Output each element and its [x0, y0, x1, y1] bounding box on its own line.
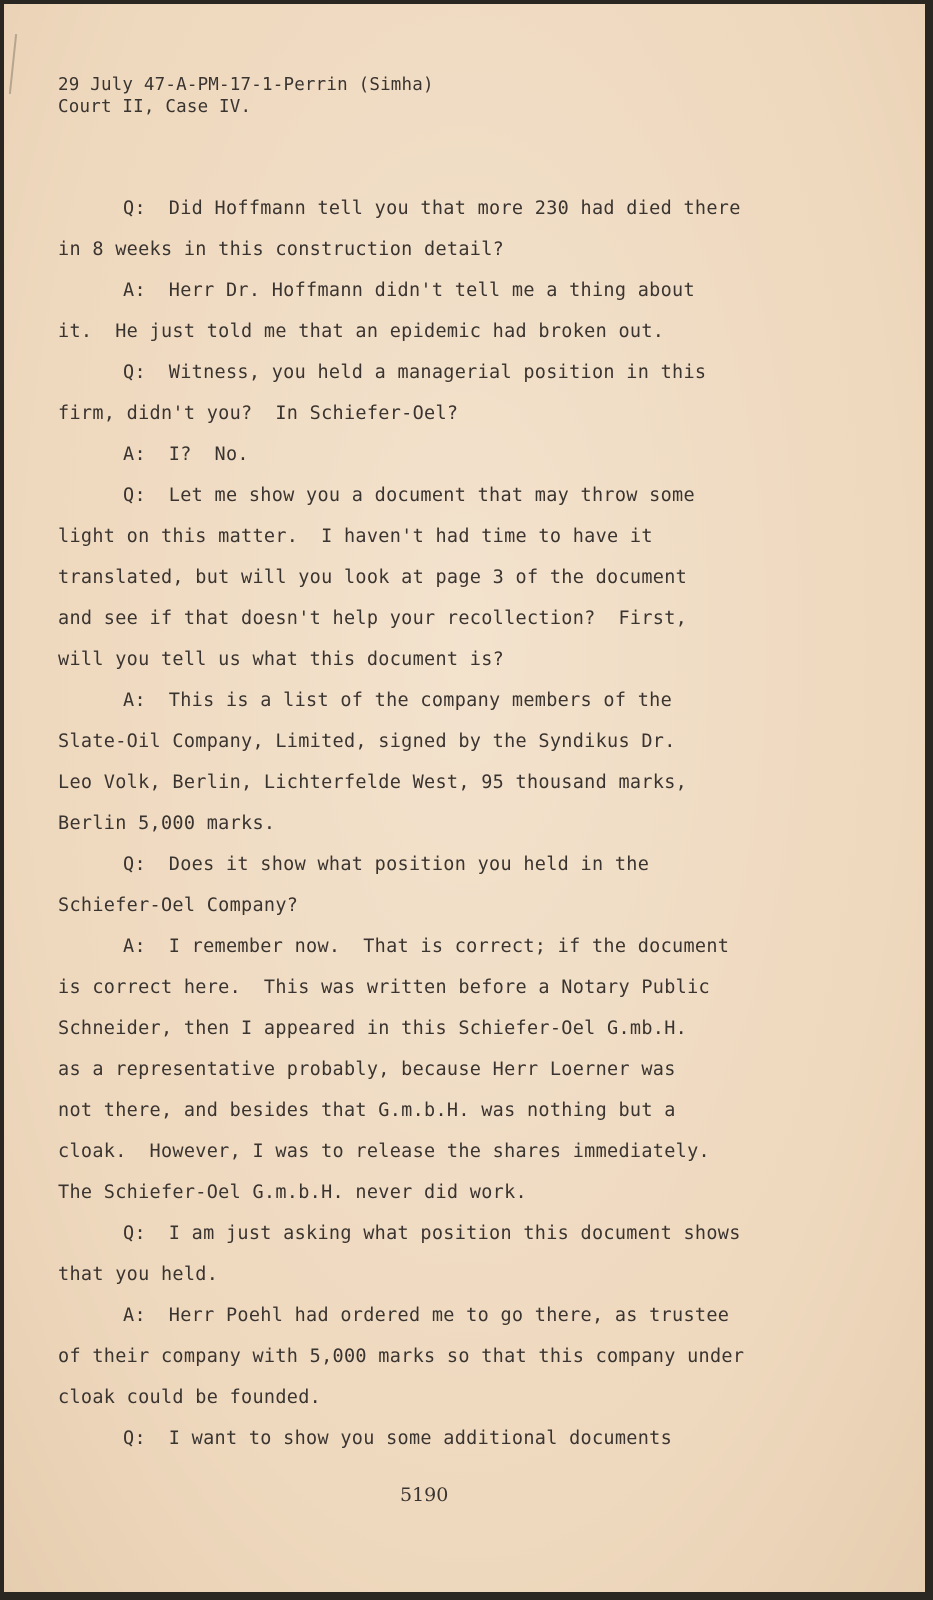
transcript-line: A: Herr Dr. Hoffmann didn't tell me a thing about: [123, 280, 695, 301]
transcript-line: and see if that doesn't help your recollection? First,: [58, 608, 688, 629]
transcript-line: translated, but will you look at page 3 of the document: [58, 567, 688, 588]
transcript-line: that you held.: [58, 1264, 219, 1285]
transcript-line: A: This is a list of the company members of the: [123, 690, 673, 711]
page-number: 5190: [400, 1484, 449, 1506]
transcript-line: Slate-Oil Company, Limited, signed by the Syndikus Dr.: [58, 731, 676, 752]
header-line-1: 29 July 47-A-PM-17-1-Perrin (Simha): [58, 75, 434, 95]
transcript-line: firm, didn't you? In Schiefer-Oel?: [58, 403, 459, 424]
transcript-line: Leo Volk, Berlin, Lichterfelde West, 95 thousand marks,: [58, 772, 688, 793]
transcript-body: [58, 188, 818, 1459]
document-header: [58, 74, 434, 118]
transcript-line: in 8 weeks in this construction detail?: [58, 239, 505, 260]
transcript-line: Berlin 5,000 marks.: [58, 813, 276, 834]
transcript-line: cloak could be founded.: [58, 1387, 322, 1408]
transcript-line: not there, and besides that G.m.b.H. was nothing but a: [58, 1100, 676, 1121]
transcript-line: cloak. However, I was to release the shares immediately.: [58, 1141, 710, 1162]
transcript-line: A: Herr Poehl had ordered me to go there, as trustee: [123, 1305, 730, 1326]
transcript-line: is correct here. This was written before a Notary Public: [58, 977, 710, 998]
transcript-line: Q: I am just asking what position this document shows: [123, 1223, 741, 1244]
transcript-line: it. He just told me that an epidemic had broken out.: [58, 321, 665, 342]
transcript-line: Q: Witness, you held a managerial position in this: [123, 362, 707, 383]
transcript-line: Schiefer-Oel Company?: [58, 895, 299, 916]
transcript-line: light on this matter. I haven't had time to have it: [58, 526, 653, 547]
transcript-line: The Schiefer-Oel G.m.b.H. never did work.: [58, 1182, 527, 1203]
transcript-line: Q: I want to show you some additional documents: [123, 1428, 673, 1449]
paper-crease: [9, 34, 17, 94]
header-line-2: Court II, Case IV.: [58, 97, 252, 117]
document-page: [4, 4, 925, 1592]
transcript-line: A: I? No.: [123, 444, 249, 465]
transcript-line: as a representative probably, because Herr Loerner was: [58, 1059, 676, 1080]
transcript-line: Q: Does it show what position you held in the: [123, 854, 650, 875]
transcript-line: Q: Let me show you a document that may throw some: [123, 485, 695, 506]
transcript-line: A: I remember now. That is correct; if the document: [123, 936, 730, 957]
transcript-line: Schneider, then I appeared in this Schiefer-Oel G.mb.H.: [58, 1018, 688, 1039]
transcript-line: will you tell us what this document is?: [58, 649, 505, 670]
transcript-line: of their company with 5,000 marks so that this company under: [58, 1346, 745, 1367]
transcript-line: Q: Did Hoffmann tell you that more 230 had died there: [123, 198, 741, 219]
